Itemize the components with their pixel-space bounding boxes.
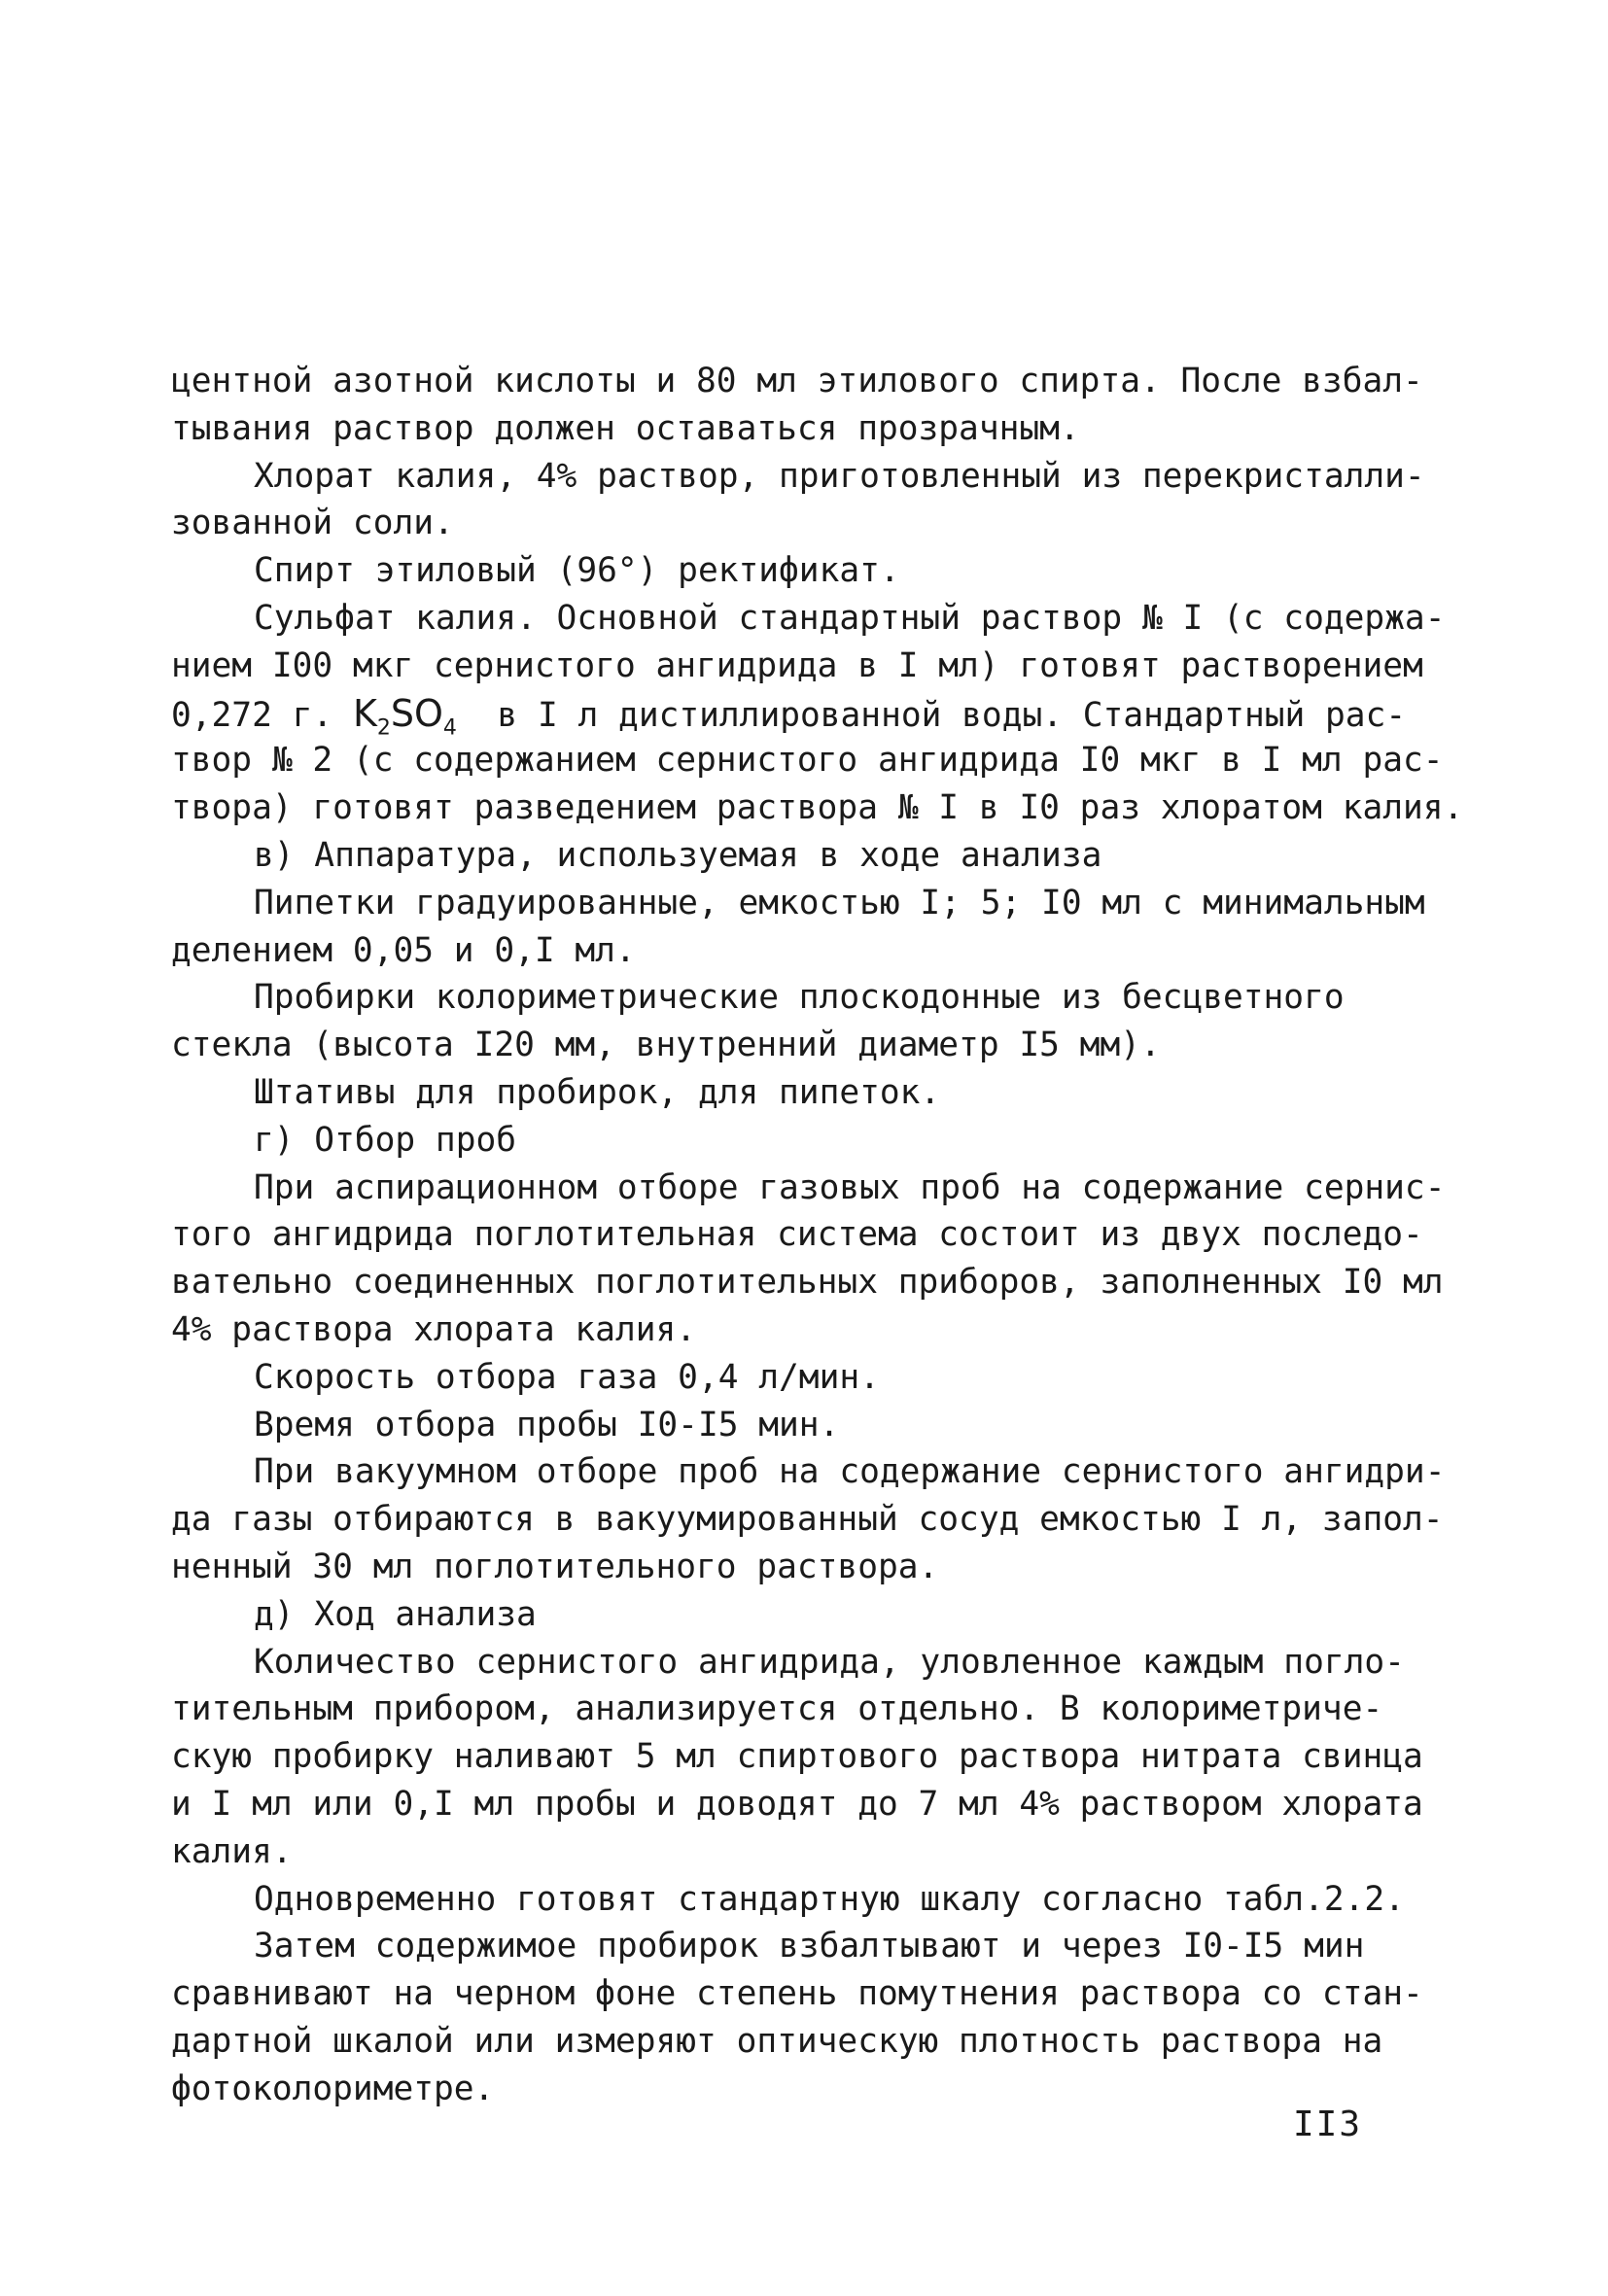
text-line: тывания раствор должен оставаться прозрачным. xyxy=(171,408,1080,448)
text-line: делением 0,05 и 0,I мл. xyxy=(171,930,636,970)
chem-line-suffix: в I л дистиллированной воды. Стандартный рас- xyxy=(456,695,1407,735)
section-heading: в) Аппаратура, используемая в ходе анализа xyxy=(254,835,1102,875)
text-line: вательно соединенных поглотительных приборов, заполненных I0 мл xyxy=(171,1263,1444,1303)
text-line: Сульфат калия. Основной стандартный раствор № I (с содержа- xyxy=(254,598,1446,638)
section-heading: г) Отбор проб xyxy=(254,1120,517,1160)
text-line: Пипетки градуированные, емкостью I; 5; I0 мл с минимальным xyxy=(254,883,1425,922)
text-line: 4% раствора хлората калия. xyxy=(171,1309,697,1349)
text-line: твор № 2 (с содержанием сернистого ангидрида I0 мкг в I мл рас- xyxy=(171,741,1444,781)
text-line: центной азотной кислоты и 80 мл этилового спирта. После взбал- xyxy=(171,362,1423,400)
text-line: дартной шкалой или измеряют оптическую плотность раствора на xyxy=(171,2021,1383,2061)
body-text xyxy=(171,358,1464,2112)
text-line: сравнивают на черном фоне степень помутнения раствора со стан- xyxy=(171,1974,1423,2014)
text-line: твора) готовят разведением раствора № I в I0 раз хлоратом калия. xyxy=(171,788,1464,828)
text-line: Затем содержимое пробирок взбалтывают и через I0-I5 мин xyxy=(254,1927,1365,1966)
chem-line-prefix: 0,272 г. xyxy=(171,695,353,735)
text-line: да газы отбираются в вакуумированный сосуд емкостью I л, запол- xyxy=(171,1500,1444,1540)
text-line: Количество сернистого ангидрида, уловленное каждым погло- xyxy=(254,1642,1405,1682)
text-line: стекла (высота I20 мм, внутренний диаметр I5 мм). xyxy=(171,1026,1161,1065)
text-line: Спирт этиловый (96°) ректификат. xyxy=(254,551,900,591)
text-line: Хлорат калия, 4% раствор, приготовленный из перекристалли- xyxy=(254,456,1425,496)
text-line: Скорость отбора газа 0,4 л/мин. xyxy=(254,1357,880,1397)
text-line: При вакуумном отборе проб на содержание сернистого ангидри- xyxy=(254,1452,1446,1492)
chem-text-line xyxy=(171,690,1435,741)
text-line: зованной соли. xyxy=(171,504,454,543)
text-line: фотоколориметре. xyxy=(171,2069,495,2108)
text-line: скую пробирку наливают 5 мл спиртового раствора нитрата свинца xyxy=(171,1737,1423,1777)
chemical-formula: $K_2SO_4$ xyxy=(352,691,457,741)
text-line: нием I00 мкг сернистого ангидрида в I мл) готовят растворением xyxy=(171,645,1423,685)
text-line: Штативы для пробирок, для пипеток. xyxy=(254,1072,941,1112)
text-line: калия. xyxy=(171,1831,293,1871)
text-line: тительным прибором, анализируется отдельно. В колориметриче- xyxy=(171,1689,1383,1729)
page-number: II3 xyxy=(1293,2105,1363,2144)
text-line: ненный 30 мл поглотительного раствора. xyxy=(171,1547,939,1586)
text-line: Одновременно готовят стандартную шкалу согласно табл.2.2. xyxy=(254,1879,1405,1919)
text-line: Пробирки колориметрические плоскодонные из бесцветного xyxy=(254,978,1345,1018)
section-heading: д) Ход анализа xyxy=(254,1594,537,1634)
text-line: Время отбора пробы I0-I5 мин. xyxy=(254,1405,840,1444)
text-line: и I мл или 0,I мл пробы и доводят до 7 мл 4% раствором хлората xyxy=(171,1784,1423,1824)
text-line: При аспирационном отборе газовых проб на содержание сернис- xyxy=(254,1167,1446,1207)
text-line: того ангидрида поглотительная система состоит из двух последо- xyxy=(171,1215,1423,1255)
